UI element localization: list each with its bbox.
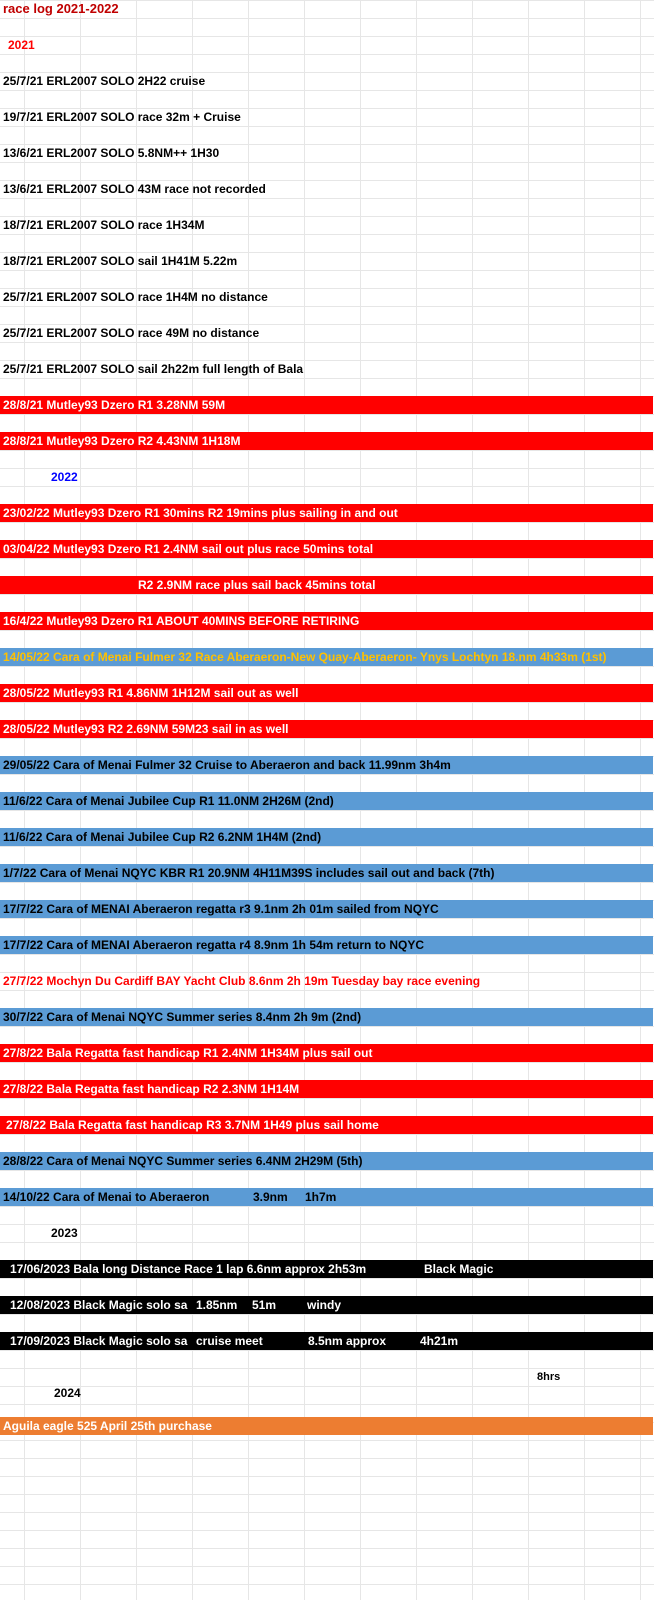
log-row[interactable]: 16/4/22 Mutley93 Dzero R1 ABOUT 40MINS BEFORE RETIRING: [0, 612, 653, 630]
log-row[interactable]: 25/7/21 ERL2007 SOLO race 1H4M no distance: [3, 290, 268, 304]
cell: 17/09/2023 Black Magic solo sa: [10, 1334, 188, 1348]
log-row[interactable]: 28/8/22 Cara of Menai NQYC Summer series 6.4NM 2H29M (5th): [0, 1152, 653, 1170]
log-row[interactable]: 27/8/22 Bala Regatta fast handicap R3 3.7NM 1H49 plus sail home: [0, 1116, 653, 1134]
cell: 17/06/2023 Bala long Distance Race 1 lap 6.6nm approx 2h53m: [10, 1262, 367, 1276]
cell: 14/10/22 Cara of Menai to Aberaeron: [3, 1190, 210, 1204]
year-2023: 2023: [51, 1226, 78, 1240]
log-row[interactable]: 28/05/22 Mutley93 R2 2.69NM 59M23 sail in as well: [0, 720, 653, 738]
log-row[interactable]: 18/7/21 ERL2007 SOLO sail 1H41M 5.22m: [3, 254, 238, 268]
log-row[interactable]: 13/6/21 ERL2007 SOLO 5.8NM++ 1H30: [3, 146, 220, 160]
log-row[interactable]: [0, 1332, 653, 1350]
log-row[interactable]: 14/05/22 Cara of Menai Fulmer 32 Race Aberaeron-New Quay-Aberaeron- Ynys Lochtyn 18.nm 4h33m (1st): [0, 648, 653, 666]
log-row[interactable]: [0, 1260, 653, 1278]
cell: windy: [307, 1298, 342, 1312]
log-row[interactable]: 13/6/21 ERL2007 SOLO 43M race not recorded: [3, 182, 266, 196]
log-row[interactable]: 25/7/21 ERL2007 SOLO race 49M no distance: [3, 326, 260, 340]
log-row[interactable]: 25/7/21 ERL2007 SOLO sail 2h22m full length of Bala: [3, 362, 304, 376]
log-row[interactable]: 25/7/21 ERL2007 SOLO 2H22 cruise: [3, 74, 206, 88]
side-note: 8hrs: [537, 1371, 561, 1383]
cell: Black Magic: [424, 1262, 494, 1276]
log-row[interactable]: [0, 1296, 653, 1314]
log-row[interactable]: 27/8/22 Bala Regatta fast handicap R1 2.4NM 1H34M plus sail out: [0, 1044, 653, 1062]
log-row[interactable]: 1/7/22 Cara of Menai NQYC KBR R1 20.9NM 4H11M39S includes sail out and back (7th): [0, 864, 653, 882]
log-row[interactable]: 29/05/22 Cara of Menai Fulmer 32 Cruise to Aberaeron and back 11.99nm 3h4m: [0, 756, 653, 774]
cell: 4h21m: [420, 1334, 459, 1348]
cell: 8.5nm approx: [308, 1334, 387, 1348]
log-row[interactable]: 27/7/22 Mochyn Du Cardiff BAY Yacht Club 8.6nm 2h 19m Tuesday bay race evening: [3, 974, 481, 988]
log-row[interactable]: 28/05/22 Mutley93 R1 4.86NM 1H12M sail out as well: [0, 684, 653, 702]
log-row[interactable]: [0, 1188, 653, 1206]
log-row[interactable]: 18/7/21 ERL2007 SOLO race 1H34M: [3, 218, 205, 232]
log-row[interactable]: 23/02/22 Mutley93 Dzero R1 30mins R2 19mins plus sailing in and out: [0, 504, 653, 522]
log-row[interactable]: R2 2.9NM race plus sail back 45mins total: [0, 576, 653, 594]
year-2021: 2021: [8, 38, 35, 52]
year-2024: 2024: [54, 1386, 81, 1400]
log-row[interactable]: 17/7/22 Cara of MENAI Aberaeron regatta r4 8.9nm 1h 54m return to NQYC: [0, 936, 653, 954]
log-row[interactable]: 11/6/22 Cara of Menai Jubilee Cup R1 11.0NM 2H26M (2nd): [0, 792, 653, 810]
log-row[interactable]: 27/8/22 Bala Regatta fast handicap R2 2.3NM 1H14M: [0, 1080, 653, 1098]
cell: 1h7m: [305, 1190, 337, 1204]
sheet-title: race log 2021-2022: [3, 1, 119, 16]
log-row[interactable]: 30/7/22 Cara of Menai NQYC Summer series 8.4nm 2h 9m (2nd): [0, 1008, 653, 1026]
log-row[interactable]: 11/6/22 Cara of Menai Jubilee Cup R2 6.2NM 1H4M (2nd): [0, 828, 653, 846]
cell: cruise meet: [196, 1334, 263, 1348]
log-row[interactable]: 19/7/21 ERL2007 SOLO race 32m + Cruise: [3, 110, 241, 124]
log-row[interactable]: 28/8/21 Mutley93 Dzero R1 3.28NM 59M: [0, 396, 653, 414]
year-2022: 2022: [51, 470, 78, 484]
log-row[interactable]: 28/8/21 Mutley93 Dzero R2 4.43NM 1H18M: [0, 432, 653, 450]
log-row[interactable]: Aguila eagle 525 April 25th purchase: [0, 1417, 653, 1435]
log-row[interactable]: 17/7/22 Cara of MENAI Aberaeron regatta r3 9.1nm 2h 01m sailed from NQYC: [0, 900, 653, 918]
cell: 3.9nm: [253, 1190, 288, 1204]
log-row[interactable]: 03/04/22 Mutley93 Dzero R1 2.4NM sail out plus race 50mins total: [0, 540, 653, 558]
cell: 12/08/2023 Black Magic solo sa: [10, 1298, 188, 1312]
cell: 51m: [252, 1298, 277, 1312]
cell: 1.85nm: [196, 1298, 238, 1312]
